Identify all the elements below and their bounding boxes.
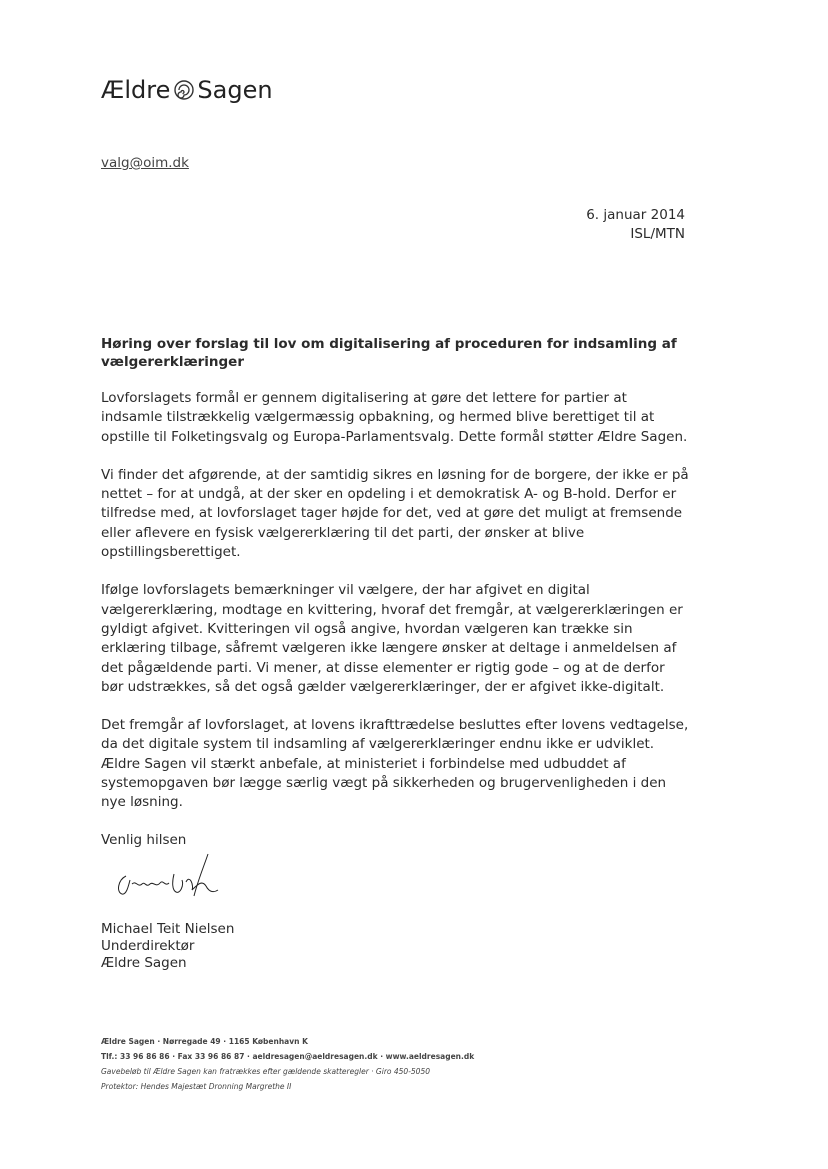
body-paragraph-4: Det fremgår af lovforslaget, at lovens ikrafttrædelse besluttes efter lovens vedtagelse, da det digitale system til indsamling af vælgererklæringer endnu ikke er udviklet. Ældre Sagen vil stærkt anbefale, at ministeriet i forbindelse med udbuddet af systemopgaven bør lægge særlig vægt på sikkerheden og brugervenligheden i den nye løsning. <box>101 717 689 811</box>
letter-body <box>101 389 691 832</box>
signer-title: Underdirektør <box>101 938 195 954</box>
footer-donation-note: Gavebeløb til Ældre Sagen kan fratrækkes efter gældende skatteregler · Giro 450-5050 <box>101 1067 430 1076</box>
logo-text-first: Ældre <box>101 76 171 104</box>
letter-subject: Høring over forslag til lov om digitalisering af proceduren for indsamling af vælgererklæringer <box>101 336 677 370</box>
handwritten-signature <box>112 850 242 910</box>
signer-name: Michael Teit Nielsen <box>101 921 235 937</box>
footer-contact: Tlf.: 33 96 86 86 · Fax 33 96 86 87 · aeldresagen@aeldresagen.dk · www.aeldresagen.dk <box>101 1052 475 1061</box>
body-paragraph-1: Lovforslagets formål er gennem digitalisering at gøre det lettere for partier at indsamle tilstrækkelig vælgermæssig opbakning, og hermed blive berettiget til at opstille til Folketingsvalg og Europa-Parlamentsvalg. Dette formål støtter Ældre Sagen. <box>101 390 688 445</box>
footer-address: Ældre Sagen · Nørregade 49 · 1165 København K <box>101 1037 308 1046</box>
letter-date: 6. januar 2014 <box>586 207 685 223</box>
signer-organization: Ældre Sagen <box>101 955 187 971</box>
swirl-logo-icon <box>173 79 195 101</box>
date-block <box>586 206 685 244</box>
footer-patron: Protektor: Hendes Majestæt Dronning Margrethe II <box>101 1082 292 1091</box>
logo-text-second: Sagen <box>197 76 273 104</box>
letter-reference: ISL/MTN <box>630 226 685 242</box>
body-paragraph-2: Vi finder det afgørende, at der samtidig sikres en løsning for de borgere, der ikke er på nettet – for at undgå, at der sker en opdeling i et demokratisk A- og B-hold. Derfor er tilfredse med, at lovforslaget tager højde for det, ved at gøre det muligt at fremsende eller aflevere en fysisk vælgererklæring til det parti, der ønsker at blive opstillingsberettiget. <box>101 466 689 561</box>
signer-block <box>101 921 234 972</box>
recipient-email-link[interactable]: valg@oim.dk <box>101 155 189 171</box>
letterhead-footer <box>101 1034 474 1094</box>
logo <box>101 76 273 104</box>
closing-greeting: Venlig hilsen <box>101 832 187 848</box>
body-paragraph-3: Ifølge lovforslagets bemærkninger vil vælgere, der har afgivet en digital vælgererklæring, modtage en kvittering, hvoraf det fremgår, at vælgererklæringen er gyldigt afgivet. Kvitteringen vil også angive, hvordan vælgeren kan trække sin erklæring tilbage, såfremt vælgeren ikke længere ønsker at deltage i anmeldelsen af det pågældende parti. Vi mener, at disse elementer er rigtig gode – og at de derfor bør udstrækkes, så det også gælder vælgererklæringer, der er afgivet ikke-digitalt. <box>101 582 683 695</box>
